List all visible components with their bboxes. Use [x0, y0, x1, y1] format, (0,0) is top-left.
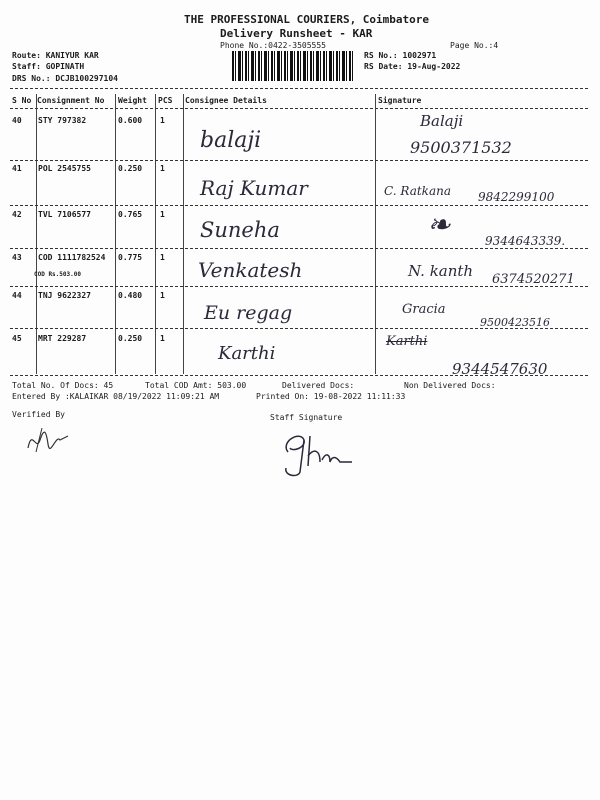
col-pcs: PCS — [158, 96, 173, 105]
barcode — [232, 51, 354, 81]
receiver-signature: C. Ratkana — [384, 184, 451, 198]
consignee-name: Suneha — [200, 218, 280, 242]
row-sno: 40 — [12, 116, 22, 125]
receiver-signature-scribble: ❧ — [427, 208, 451, 241]
col-sno: S No — [12, 96, 32, 105]
receiver-signature: Gracia — [402, 302, 446, 317]
row-pcs: 1 — [160, 210, 165, 219]
rs-date: RS Date: 19-Aug-2022 — [364, 62, 461, 71]
column-divider — [155, 94, 156, 374]
consignee-name: Karthi — [218, 343, 276, 364]
header-top-rule — [10, 88, 588, 89]
row-consignment: POL 2545755 — [38, 164, 91, 173]
row-divider — [10, 286, 588, 287]
row-consignment: TVL 7106577 — [38, 210, 91, 219]
receiver-signature: Karthi — [386, 334, 428, 349]
document-title: Delivery Runsheet - KAR — [220, 27, 373, 40]
entered-by: Entered By :KALAIKAR 08/19/2022 11:09:21 AM — [12, 392, 220, 401]
col-weight: Weight — [118, 96, 147, 105]
total-docs: Total No. Of Docs: 45 — [12, 381, 114, 390]
verified-by-label: Verified By — [12, 410, 65, 419]
col-consignee: Consignee Details — [185, 96, 267, 105]
printed-on: Printed On: 19-08-2022 11:11:33 — [256, 392, 406, 401]
row-weight: 0.250 — [118, 334, 143, 343]
table-bottom-rule — [10, 375, 588, 376]
row-divider — [10, 205, 588, 206]
column-divider — [183, 94, 184, 374]
page-number: Page No.:4 — [450, 41, 499, 50]
route-label: Route: KANIYUR KAR — [12, 51, 99, 60]
total-cod: Total COD Amt: 503.00 — [145, 381, 247, 390]
row-weight: 0.250 — [118, 164, 143, 173]
receiver-signature: N. kanth — [408, 262, 474, 280]
row-sno: 44 — [12, 291, 22, 300]
staff-label: Staff: GOPINATH — [12, 62, 85, 71]
column-divider — [36, 94, 37, 374]
receiver-phone: 9344547630 — [452, 360, 548, 378]
row-consignment: TNJ 9622327 — [38, 291, 91, 300]
receiver-phone: 9500371532 — [410, 138, 512, 157]
non-delivered-docs: Non Delivered Docs: — [404, 381, 496, 390]
row-pcs: 1 — [160, 116, 165, 125]
row-divider — [10, 248, 588, 249]
delivered-docs: Delivered Docs: — [282, 381, 355, 390]
staff-signature — [270, 422, 360, 482]
row-sno: 43 — [12, 253, 22, 262]
row-sno: 42 — [12, 210, 22, 219]
row-sno: 45 — [12, 334, 22, 343]
row-weight: 0.775 — [118, 253, 143, 262]
row-divider — [10, 328, 588, 329]
drs-number: DRS No.: DCJB100297104 — [12, 74, 118, 83]
receiver-phone: 9842299100 — [478, 190, 555, 204]
row-consignment: STY 797382 — [38, 116, 87, 125]
row-pcs: 1 — [160, 334, 165, 343]
receiver-phone: 6374520271 — [492, 272, 575, 287]
col-consignment: Consignment No — [37, 96, 105, 105]
row-pcs: 1 — [160, 164, 165, 173]
row-consignment: MRT 229287 — [38, 334, 87, 343]
company-name: THE PROFESSIONAL COURIERS, Coimbatore — [184, 13, 430, 26]
consignee-name: Eu regag — [204, 302, 293, 324]
row-weight: 0.600 — [118, 116, 143, 125]
header-bottom-rule — [10, 108, 588, 109]
staff-signature-label: Staff Signature — [270, 413, 343, 422]
rs-number: RS No.: 1002971 — [364, 51, 437, 60]
row-weight: 0.480 — [118, 291, 143, 300]
consignee-name: balaji — [200, 128, 262, 153]
receiver-signature: Balaji — [420, 112, 464, 130]
consignee-name: Raj Kumar — [200, 176, 308, 200]
row-sno: 41 — [12, 164, 22, 173]
cod-amount: COD Rs.503.00 — [34, 271, 81, 278]
row-consignment: COD 1111782524 — [38, 253, 106, 262]
row-pcs: 1 — [160, 253, 165, 262]
column-divider — [375, 94, 376, 374]
receiver-phone: 9344643339. — [485, 234, 566, 248]
row-pcs: 1 — [160, 291, 165, 300]
receiver-phone: 9500423516 — [480, 316, 550, 329]
row-weight: 0.765 — [118, 210, 143, 219]
col-signature: Signature — [378, 96, 422, 105]
row-divider — [10, 160, 588, 161]
consignee-name: Venkatesh — [198, 258, 303, 282]
phone-number: Phone No.:0422-3505555 — [220, 41, 326, 50]
verifier-signature — [22, 418, 72, 458]
column-divider — [115, 94, 116, 374]
